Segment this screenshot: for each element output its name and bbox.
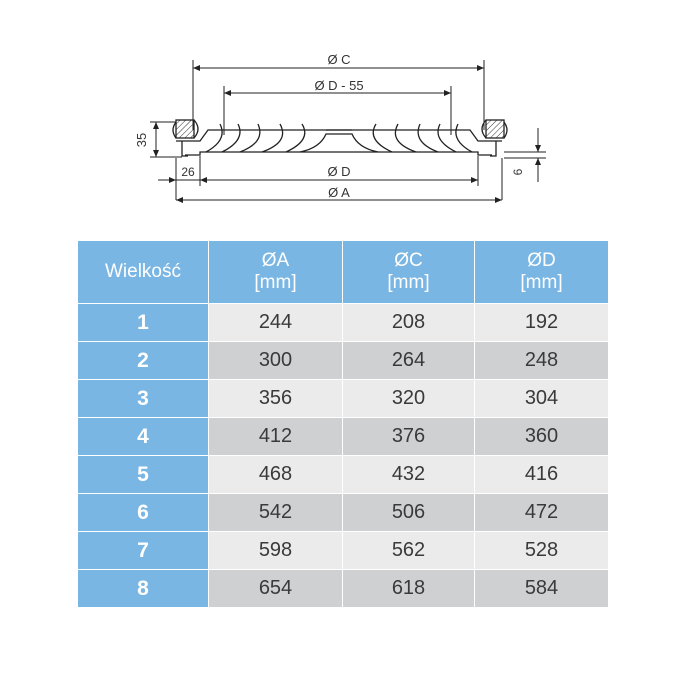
dia-d-cell: 248 xyxy=(475,342,609,380)
table-row xyxy=(78,494,608,532)
dimensions-table xyxy=(78,241,608,608)
header-dia-a-unit: [mm] xyxy=(254,272,297,293)
dia-a-cell: 244 xyxy=(209,304,343,342)
dimension-d55 xyxy=(224,86,451,135)
dia-c-cell: 264 xyxy=(343,342,475,380)
dia-c-cell: 432 xyxy=(343,456,475,494)
size-cell: 5 xyxy=(78,456,209,494)
dimension-c-label: Ø C xyxy=(327,52,351,67)
header-dia-c-label: ØC xyxy=(394,250,423,271)
dimension-height-label: 35 xyxy=(134,132,149,148)
table-row xyxy=(78,532,608,570)
header-dia-a xyxy=(209,241,343,304)
dia-c-cell: 562 xyxy=(343,532,475,570)
dia-a-cell: 300 xyxy=(209,342,343,380)
dia-d-cell: 528 xyxy=(475,532,609,570)
dimension-a-label: Ø A xyxy=(328,185,350,200)
size-cell: 3 xyxy=(78,380,209,418)
dia-d-cell: 360 xyxy=(475,418,609,456)
dia-a-cell: 356 xyxy=(209,380,343,418)
table-row xyxy=(78,456,608,494)
dia-d-cell: 584 xyxy=(475,570,609,608)
dia-a-cell: 598 xyxy=(209,532,343,570)
dia-d-cell: 416 xyxy=(475,456,609,494)
dia-a-cell: 468 xyxy=(209,456,343,494)
header-dia-c xyxy=(343,241,475,304)
dimension-c xyxy=(193,60,484,130)
dia-d-cell: 304 xyxy=(475,380,609,418)
dia-c-cell: 320 xyxy=(343,380,475,418)
table-row xyxy=(78,380,608,418)
header-dia-d-unit: [mm] xyxy=(520,272,563,293)
dia-d-cell: 472 xyxy=(475,494,609,532)
size-cell: 8 xyxy=(78,570,209,608)
size-cell: 7 xyxy=(78,532,209,570)
header-size xyxy=(78,241,209,304)
table-row xyxy=(78,304,608,342)
dia-a-cell: 542 xyxy=(209,494,343,532)
dia-c-cell: 618 xyxy=(343,570,475,608)
size-cell: 2 xyxy=(78,342,209,380)
dia-a-cell: 412 xyxy=(209,418,343,456)
table-row xyxy=(78,342,608,380)
size-cell: 4 xyxy=(78,418,209,456)
dimension-d-label: Ø D xyxy=(327,164,351,179)
dimension-d55-label: Ø D - 55 xyxy=(314,78,364,93)
dia-c-cell: 376 xyxy=(343,418,475,456)
table-row xyxy=(78,570,608,608)
size-cell: 1 xyxy=(78,304,209,342)
dia-d-cell: 192 xyxy=(475,304,609,342)
dimension-flange-label: 26 xyxy=(181,165,195,179)
size-cell: 6 xyxy=(78,494,209,532)
table-row xyxy=(78,418,608,456)
dimension-gap-label: 6 xyxy=(511,168,525,176)
header-dia-d xyxy=(475,241,609,304)
dia-a-cell: 654 xyxy=(209,570,343,608)
header-dia-c-unit: [mm] xyxy=(387,272,430,293)
header-dia-d-label: ØD xyxy=(527,250,556,271)
grille-cross-section xyxy=(173,120,507,156)
table-header-row xyxy=(78,241,608,304)
technical-drawing xyxy=(0,0,700,220)
header-dia-a-label: ØA xyxy=(261,250,290,271)
dia-c-cell: 506 xyxy=(343,494,475,532)
header-size-label: Wielkość xyxy=(104,261,181,282)
dia-c-cell: 208 xyxy=(343,304,475,342)
